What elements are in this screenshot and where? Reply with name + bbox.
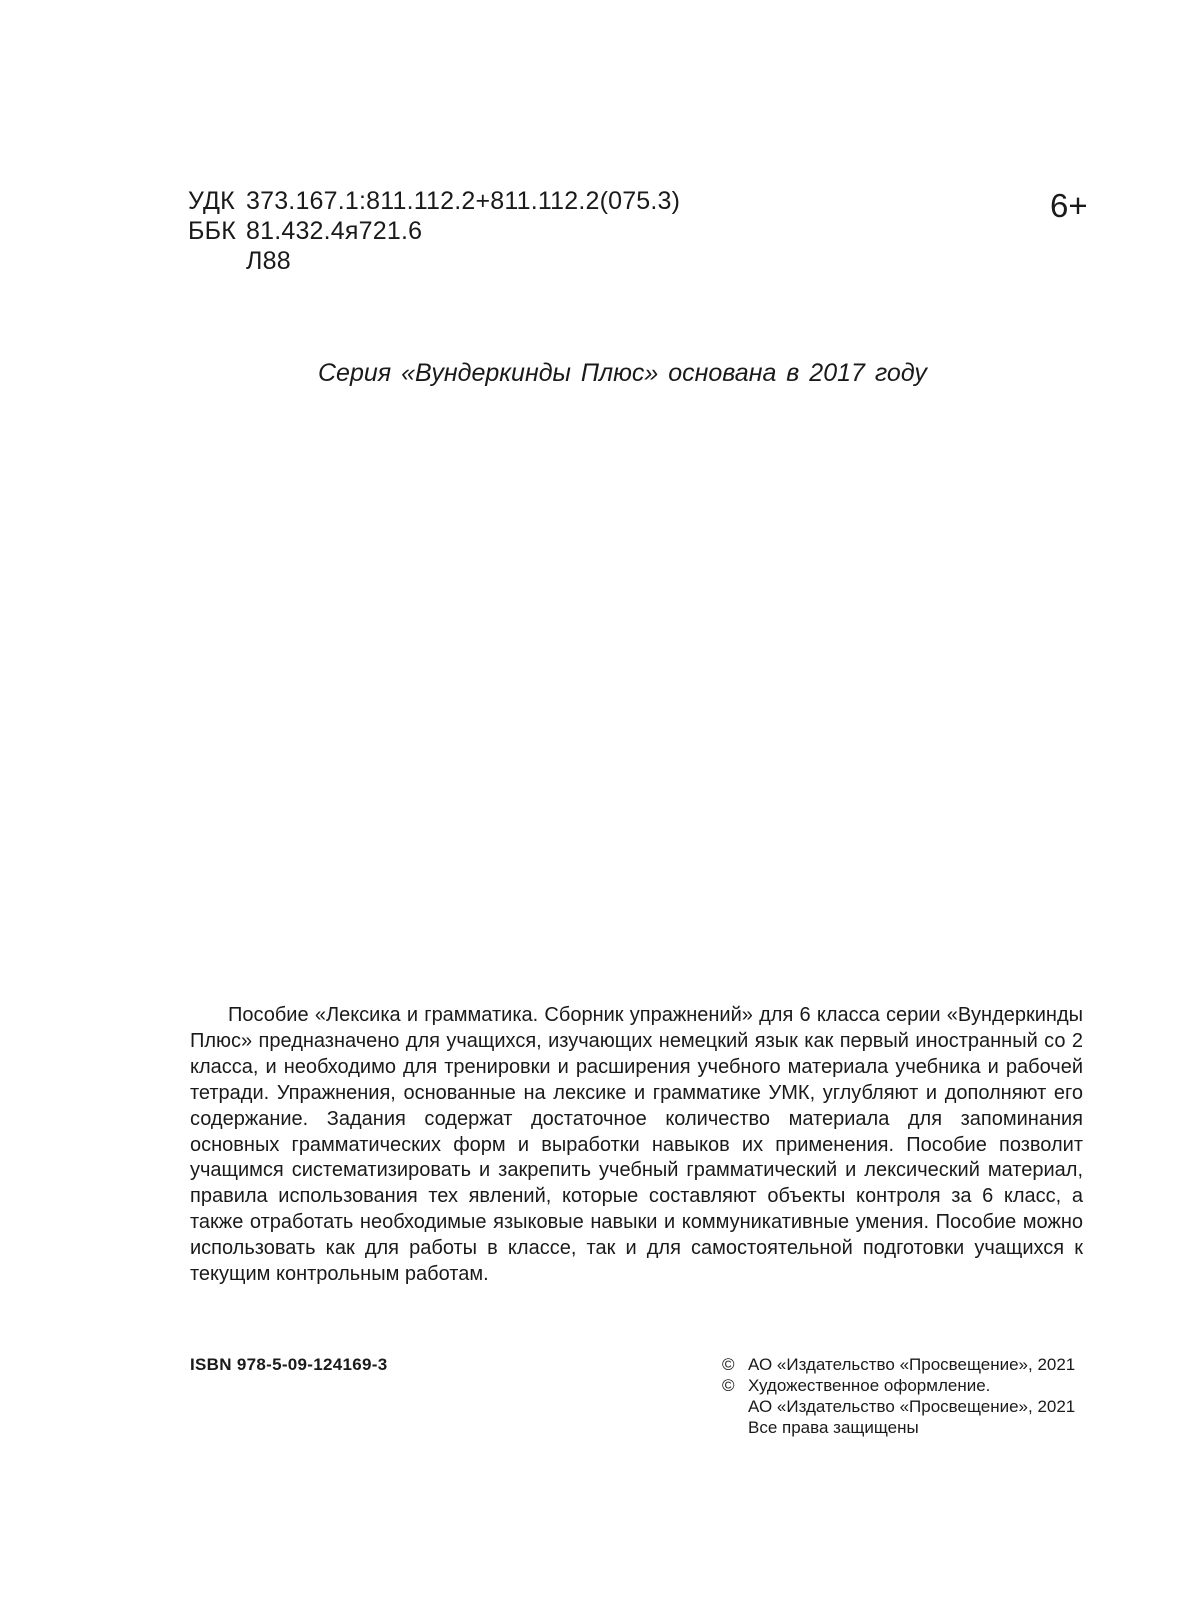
isbn: ISBN 978-5-09-124169-3 — [190, 1355, 388, 1374]
book-annotation: Пособие «Лексика и грамматика. Сборник упражнений» для 6 класса серии «Вундеркинды Плюс» предназначено для учащихся, изучающих немецкий язык как первый иностранный со 2 класса, и необходимо для тренировки и расширения учебного материала учебника и рабочей тетради. Упражнения, основанные на лексике и грамматике УМК, углубляют и дополняют его содержание. Задания содержат достаточное количество материала для запоминания основных грамматических форм и выработки навыков их применения. Пособие позволит учащимся систематизировать и закрепить учебный грамматический и лексический материал, правила использования тех явлений, которые составляют объекты контроля за 6 класс, а также отработать необходимые языковые навыки и коммуникативные умения. Пособие можно использовать как для работы в классе, так и для самостоятельной подготовки учащихся к текущим контрольным работам. — [190, 1004, 1083, 1286]
copyright-block — [722, 1354, 1075, 1438]
copyright-line-3: АО «Издательство «Просвещение», 2021 — [748, 1397, 1076, 1416]
copyright-line-1: © АО «Издательство «Просвещение», 2021 — [722, 1355, 1076, 1374]
bbk-value: 81.432.4я721.6 — [246, 217, 423, 245]
copyright-line-4: Все права защищены — [748, 1418, 919, 1437]
author-mark-row — [188, 246, 680, 276]
series-note: Серия «Вундеркинды Плюс» основана в 2017 году — [318, 359, 927, 387]
bbk-row — [188, 216, 680, 246]
copyright-symbol: © — [722, 1376, 735, 1395]
age-rating: 6+ — [1050, 187, 1088, 224]
copyright-line-2: © Художественное оформление. — [722, 1376, 991, 1395]
udk-row — [188, 186, 680, 216]
author-mark: Л88 — [246, 247, 291, 275]
classification-block — [188, 186, 680, 276]
udk-label: УДК — [188, 187, 235, 215]
copyright-symbol: © — [722, 1355, 735, 1374]
udk-value: 373.167.1:811.112.2+811.112.2(075.3) — [246, 187, 681, 215]
bbk-label: ББК — [188, 217, 236, 245]
